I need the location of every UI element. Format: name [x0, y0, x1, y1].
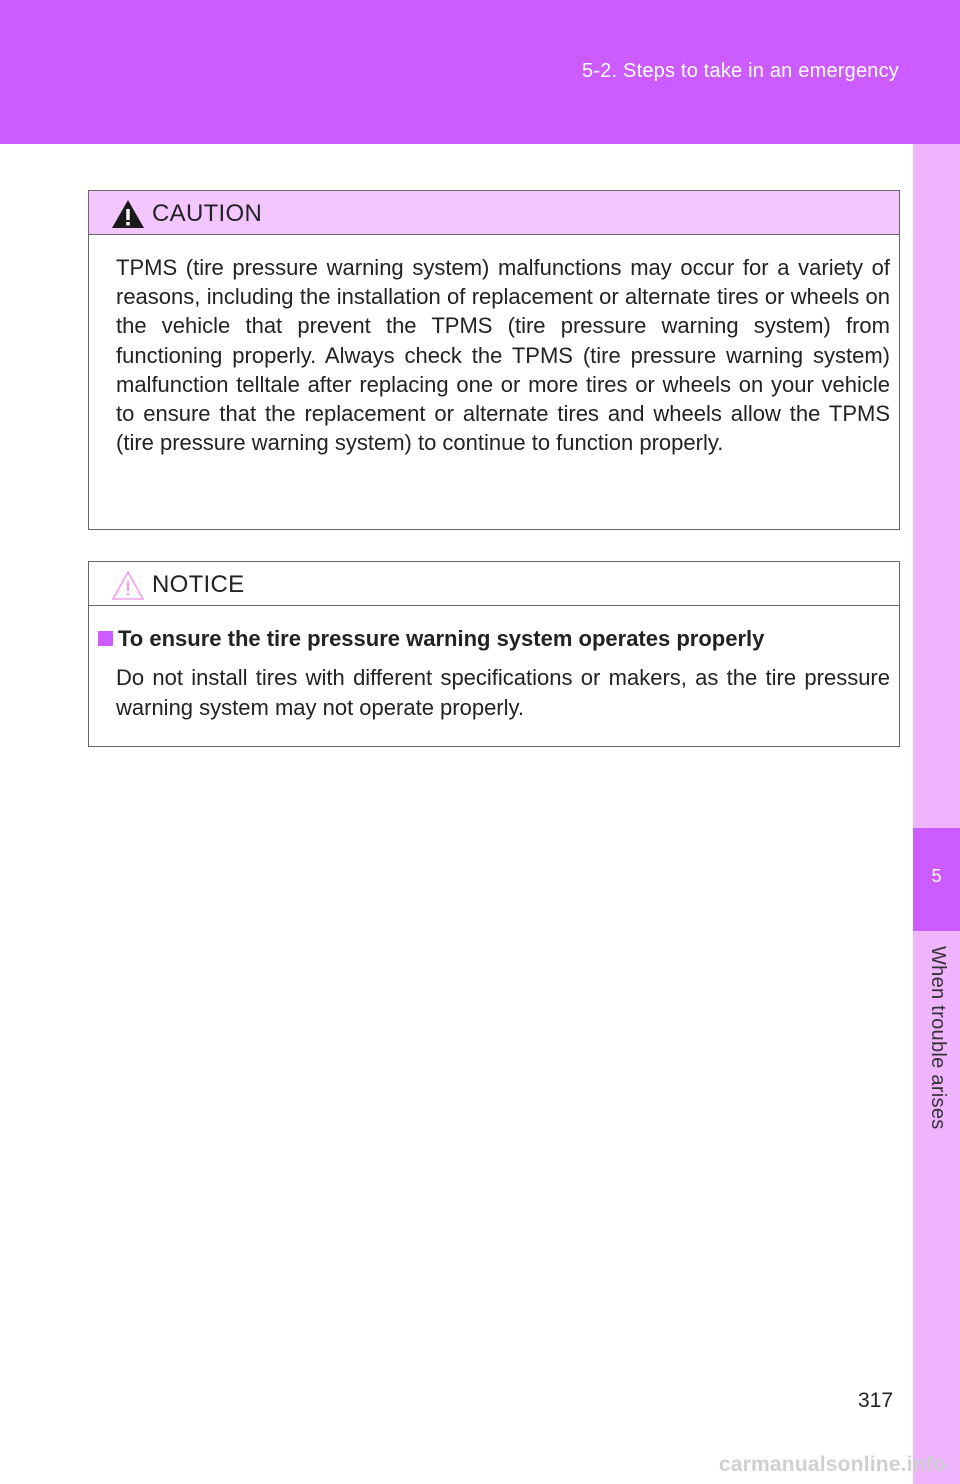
warning-triangle-outline-icon — [110, 569, 146, 601]
caution-text: TPMS (tire pressure warning system) malfunctions may occur for a variety of reasons, including the installation of replacement or alternate tires or wheels on the vehicle that prevent the TPMS (tire pressure warning system) from functioning properly. Always check the TPMS (tire pressure warning system) malfunction telltale after replacing one or more tires or wheels on your vehicle to ensure that the replacement or alternate tires and wheels allow the TPMS (tire pressure warning system) to continue to function properly. — [116, 255, 890, 456]
notice-header — [89, 562, 899, 606]
caution-header — [89, 191, 899, 235]
page-header — [0, 0, 960, 144]
notice-label: NOTICE — [152, 571, 245, 598]
chapter-title: When trouble arises — [927, 946, 949, 1130]
caution-label: CAUTION — [152, 200, 263, 227]
notice-subheading-text: To ensure the tire pressure warning system operates properly — [118, 626, 765, 651]
notice-box — [88, 561, 900, 747]
chapter-number: 5 — [931, 866, 942, 886]
chapter-tab — [913, 828, 960, 931]
section-title: 5-2. Steps to take in an emergency — [582, 60, 899, 82]
warning-triangle-filled-icon — [110, 198, 146, 230]
caution-box — [88, 190, 900, 530]
notice-text: Do not install tires with different specifications or makers, as the tire pressure warning system may not operate properly. — [116, 665, 890, 720]
side-strip — [913, 144, 960, 1484]
watermark: carmanualsonline.info — [718, 1453, 946, 1476]
square-bullet-icon — [98, 631, 113, 646]
notice-subheading — [98, 626, 764, 652]
page-number: 317 — [858, 1389, 894, 1412]
